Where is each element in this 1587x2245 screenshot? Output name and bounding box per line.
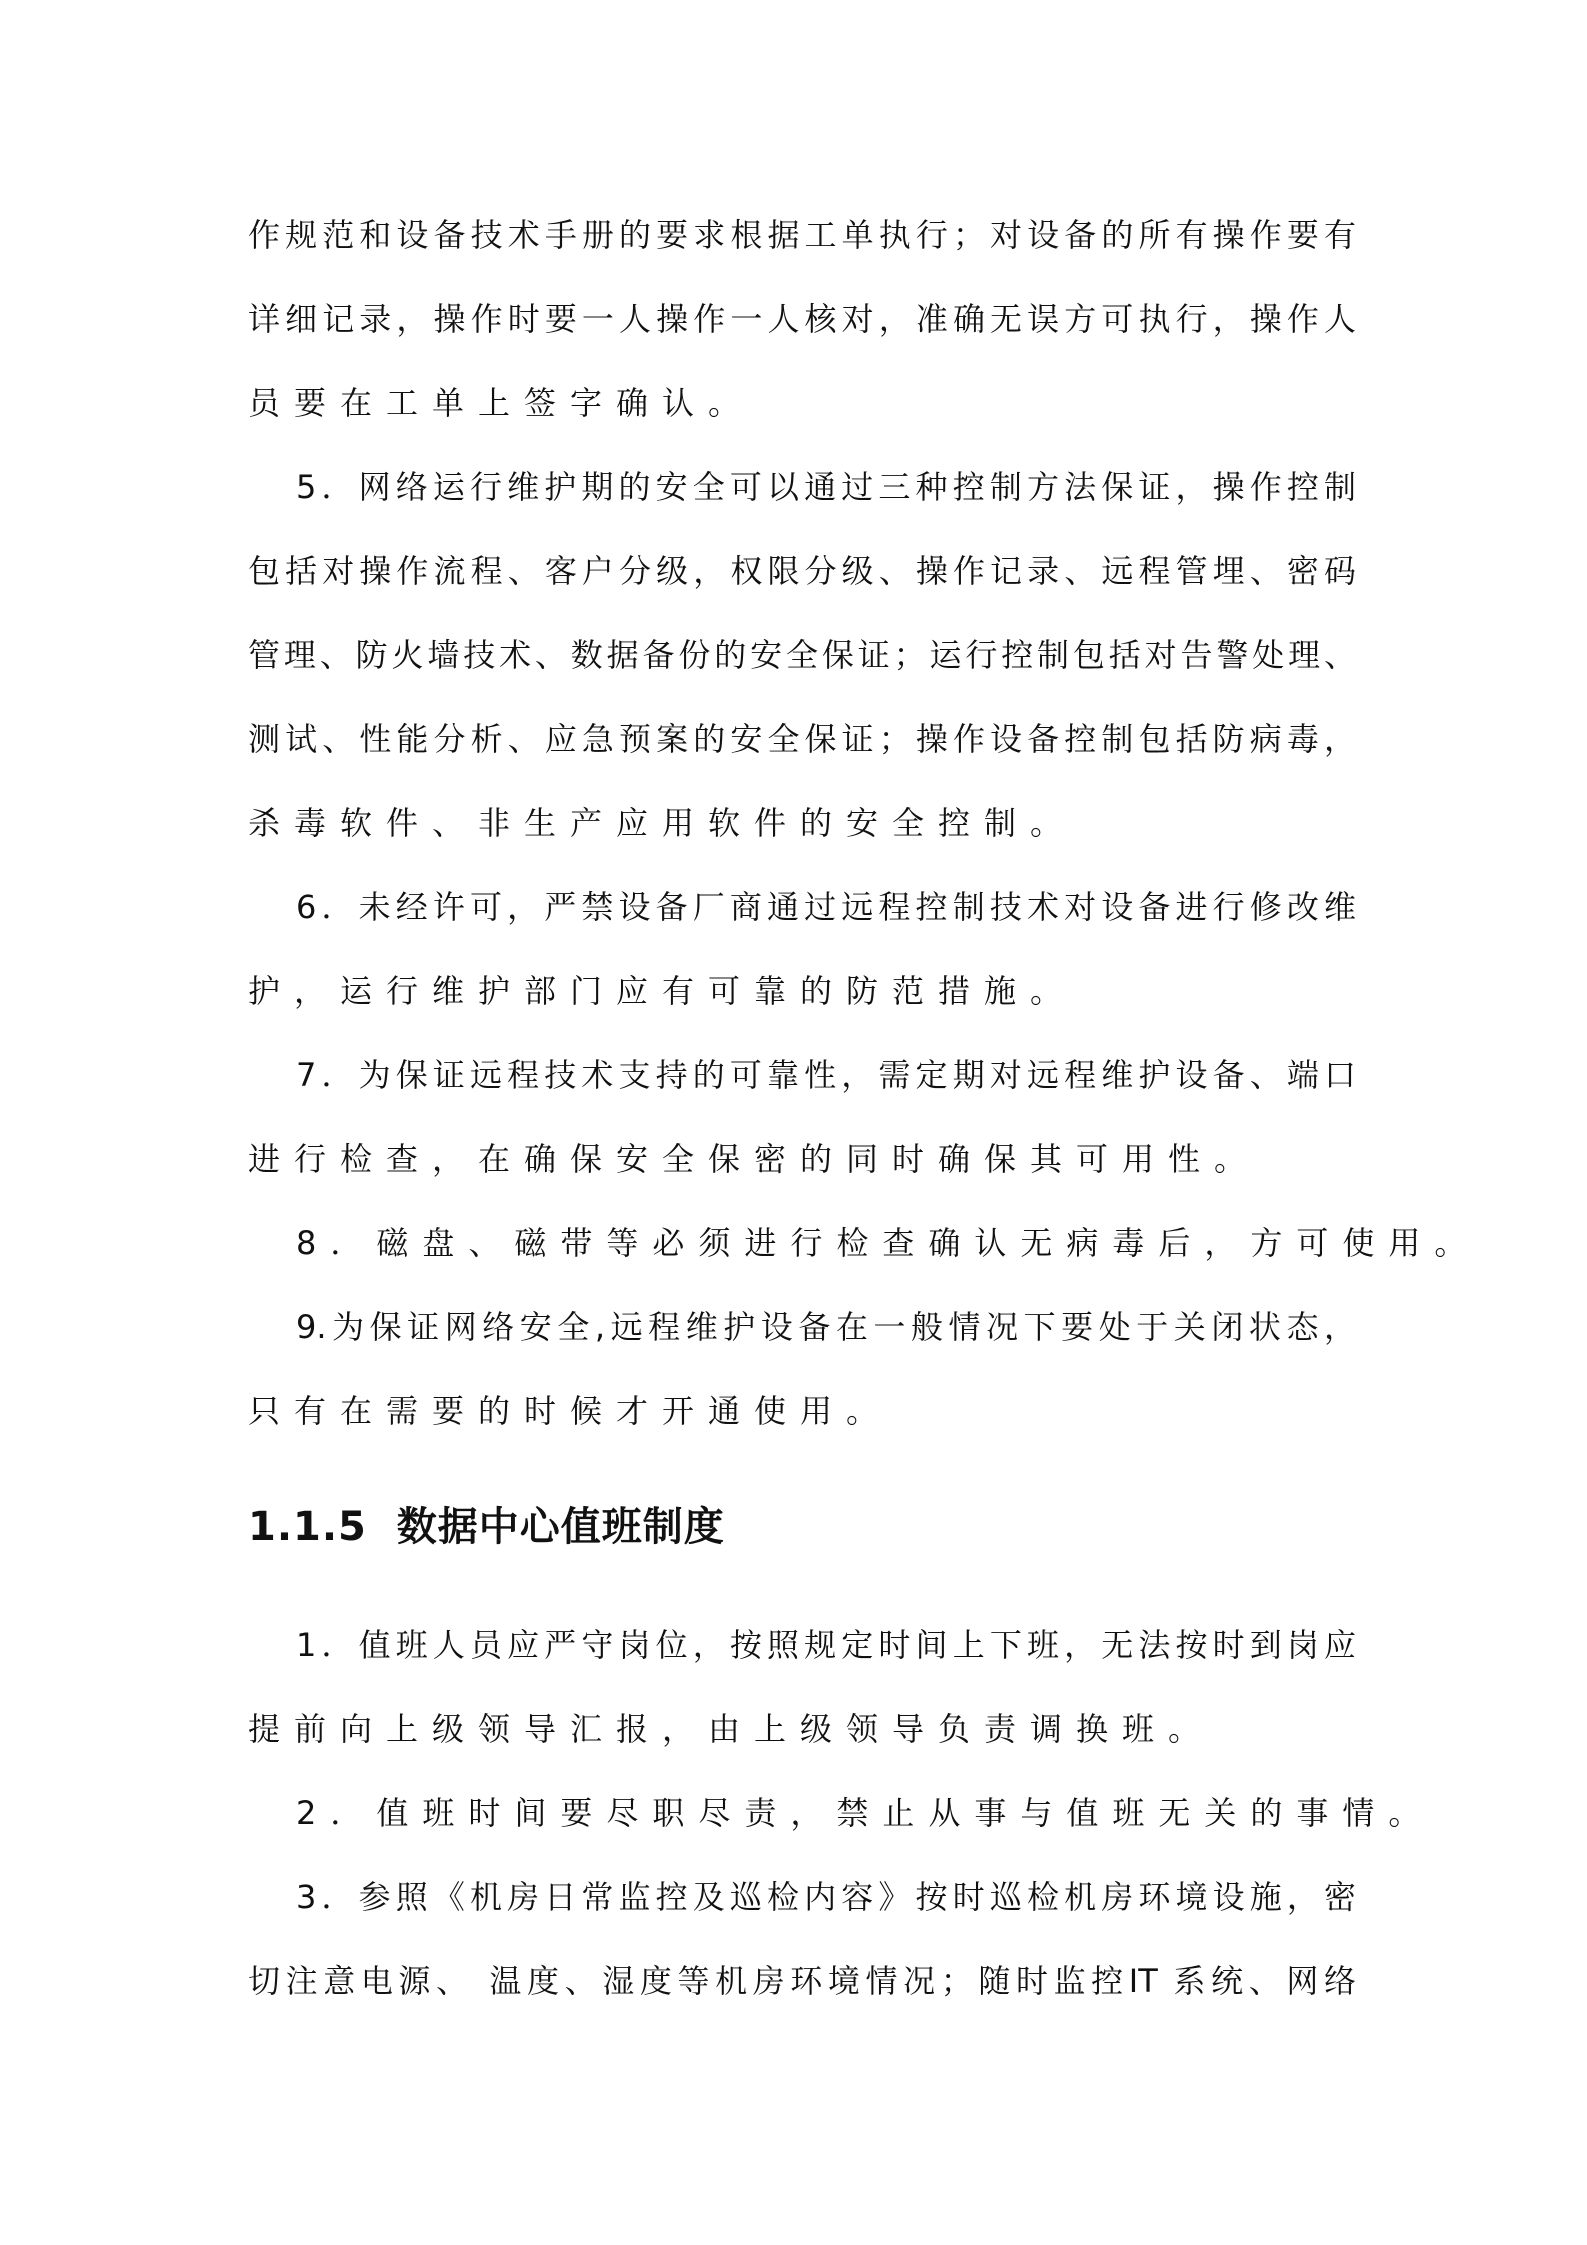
paragraph-line: 进行检查，在确保安全保密的同时确保其可用性。 [248, 1140, 1261, 1178]
paragraph-line: 8．磁盘、磁带等必须进行检查确认无病毒后，方可使用。 [296, 1224, 1481, 1262]
paragraph-line: 切注意电源、 温度、湿度等机房环境情况；随时监控IT 系统、网络 [248, 1962, 1356, 2000]
paragraph-line: 详细记录，操作时要一人操作一人核对，准确无误方可执行，操作人 [248, 300, 1356, 338]
paragraph-line: 杀毒软件、非生产应用软件的安全控制。 [248, 804, 1077, 842]
paragraph-line: 包括对操作流程、客户分级，权限分级、操作记录、远程管埋、密码 [248, 552, 1356, 590]
paragraph-line: 3．参照《机房日常监控及巡检内容》按时巡检机房环境设施，密 [296, 1878, 1356, 1916]
paragraph-line: 9.为保证网络安全,远程维护设备在一般情况下要处于关闭状态， [296, 1308, 1356, 1346]
paragraph-line: 2．值班时间要尽职尽责，禁止从事与值班无关的事情。 [296, 1794, 1435, 1832]
document-body [248, 193, 1481, 1453]
paragraph-line: 提前向上级领导汇报，由上级领导负责调换班。 [248, 1710, 1215, 1748]
paragraph-line: 只有在需要的时候才开通使用。 [248, 1392, 893, 1430]
paragraph-line: 测试、性能分析、应急预案的安全保证；操作设备控制包括防病毒， [248, 720, 1356, 758]
paragraph-line: 员要在工单上签字确认。 [248, 384, 755, 422]
paragraph-line: 5．网络运行维护期的安全可以通过三种控制方法保证，操作控制 [296, 468, 1356, 506]
paragraph-line: 管理、防火墙技术、数据备份的安全保证；运行控制包括对告警处理、 [248, 636, 1356, 674]
paragraph-line: 7．为保证远程技术支持的可靠性，需定期对远程维护设备、端口 [296, 1056, 1356, 1094]
section-body [248, 1603, 1435, 2023]
paragraph-line: 作规范和设备技术手册的要求根据工单执行；对设备的所有操作要有 [248, 216, 1356, 254]
paragraph-line: 1．值班人员应严守岗位，按照规定时间上下班，无法按时到岗应 [296, 1626, 1356, 1664]
paragraph-line: 护，运行维护部门应有可靠的防范措施。 [248, 972, 1077, 1010]
section-heading: 1.1.5 数据中心值班制度 [248, 1504, 725, 1550]
paragraph-line: 6．未经许可，严禁设备厂商通过远程控制技术对设备进行修改维 [296, 888, 1356, 926]
